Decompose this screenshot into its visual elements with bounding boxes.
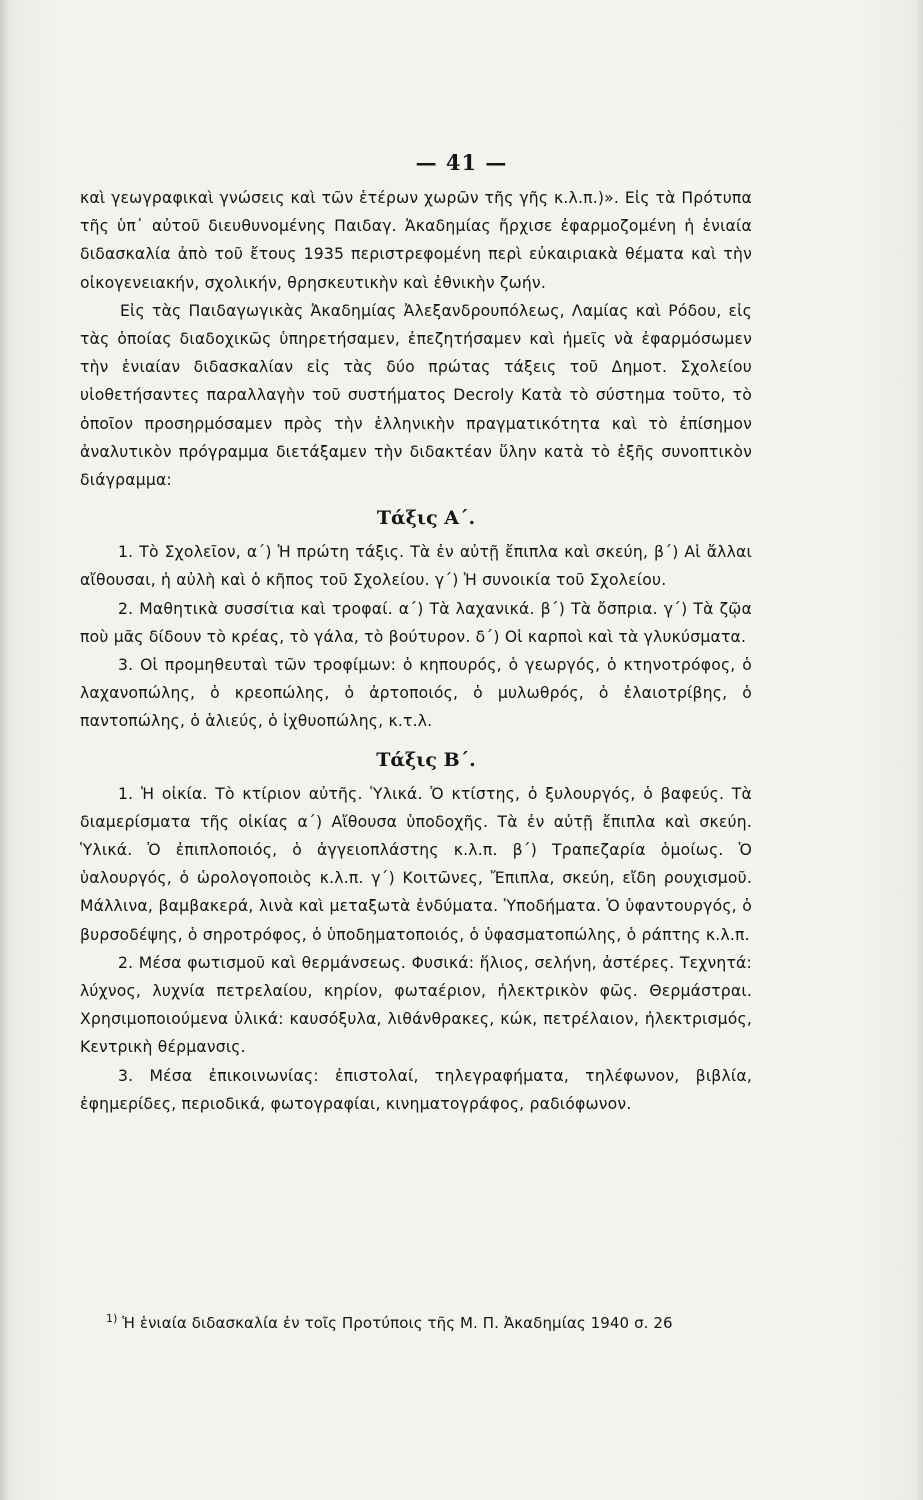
footnote-rule [80, 1301, 200, 1302]
footnote-text: Ἡ ἑνιαία διδασκαλία ἐν τοῖς Προτύποις τῆς Μ. Π. Ἀκαδημίας 1940 σ. 26 [122, 1314, 673, 1332]
second-paragraph: Εἰς τὰς Παιδαγωγικὰς Ἀκαδημίας Ἀλεξανδρουπόλεως, Λαμίας καὶ Ρόδου, εἰς τὰς ὁποίας διαδοχικῶς ὑπηρετήσαμεν, ἐπεζητήσαμεν καὶ ἡμεῖς νὰ ἐφαρμόσωμεν τὴν ἑνιαίαν διδασκαλίαν εἰς τὰς δύο πρώτας τάξεις τοῦ Δημοτ. Σχολείου υἱοθετήσαντες παραλλαγὴν τοῦ συστήματος Decroly Κατὰ τὸ σύστημα τοῦτο, τὸ ὁποῖον προσηρμόσαμεν πρὸς τὴν ἑλληνικὴν πραγματικότητα καὶ τὸ ἐπίσημον ἀναλυτικὸν πρόγραμμα διετάξαμεν τὴν διδακτέαν ὕλην κατὰ τὸ ἑξῆς συνοπτικὸν διάγραμμα: [80, 301, 752, 490]
page-body [80, 184, 752, 1118]
spine-shadow [0, 0, 10, 1500]
class-a-item-3: 3. Οἱ προμηθευταὶ τῶν τροφίμων: ὁ κηπουρός, ὁ γεωργός, ὁ κτηνοτρόφος, ὁ λαχανοπώλης, ὁ κρεοπώλης, ὁ ἀρτοποιός, ὁ μυλωθρός, ὁ ἐλαιοτρίβης, ὁ παντοπώλης, ὁ ἁλιεύς, ὁ ἰχθυοπώλης, κ.τ.λ. [80, 656, 752, 731]
section-heading-class-a: Τάξις Α΄. [376, 507, 476, 530]
class-b-item-2: 2. Μέσα φωτισμοῦ καὶ θερμάνσεως. Φυσικά: ἥλιος, σελήνη, ἀστέρες. Τεχνητά: λύχνος, λυχνία πετρελαίου, κηρίον, φωταέριον, ἠλεκτρικὸν φῶς. Θερμάστραι. Χρησιμοποιούμενα ὑλικά: καυσόξυλα, λιθάνθρακες, κώκ, πετρέλαιον, ἠλεκτρισμός, Κεντρικὴ θέρμανσις. [80, 953, 752, 1057]
class-b-item-3: 3. Μέσα ἐπικοινωνίας: ἐπιστολαί, τηλεγραφήματα, τηλέφωνον, βιβλία, ἐφημερίδες, περιοδικά, φωτογραφίαι, κινηματογράφος, ραδιόφωνον. [80, 1066, 752, 1113]
class-b-item-1: 1. Ἡ οἰκία. Τὸ κτίριον αὐτῆς. Ὑλικά. Ὁ κτίστης, ὁ ξυλουργός, ὁ βαφεύς. Τὰ διαμερίσματα τῆς οἰκίας α΄) Αἴθουσα ὑποδοχῆς. Τὰ ἐν αὐτῇ ἔπιπλα καὶ σκεύη. Ὑλικά. Ὁ ἐπιπλοποιός, ὁ ἀγγειοπλάστης κ.λ.π. β΄) Τραπεζαρία ὁμοίως. Ὁ ὑαλουργός, ὁ ὡρολογοποιὸς κ.λ.π. γ΄) Κοιτῶνες, Ἔπιπλα, σκεύη, εἴδη ρουχισμοῦ. Μάλλινα, βαμβακερά, λινὰ καὶ μεταξωτὰ ἐνδύματα. Ὑποδήματα. Ὁ ὑφαντουργός, ὁ βυρσοδέψης, ὁ σηροτρόφος, ὁ ὑποδηματοποιός, ὁ ὑφασματοπώλης, ὁ ράπτης κ.λ.π. [80, 784, 752, 944]
page-number: — 41 — [415, 150, 508, 175]
section-heading-class-b: Τάξις Β΄. [376, 748, 476, 771]
class-a-item-1: 1. Τὸ Σχολεῖον, α΄) Ἡ πρώτη τάξις. Τὰ ἐν αὐτῇ ἔπιπλα καὶ σκεύη, β΄) Αἱ ἄλλαι αἴθουσαι, ἡ αὐλὴ καὶ ὁ κῆπος τοῦ Σχολείου. γ΄) Ἡ συνοικία τοῦ Σχολείου. [80, 543, 752, 590]
page-edge [915, 0, 923, 1500]
intro-paragraph: καὶ γεωγραφικαὶ γνώσεις καὶ τῶν ἑτέρων χωρῶν τῆς γῆς κ.λ.π.)». Εἰς τὰ Πρότυπα τῆς ὑπ᾽ αὐτοῦ διευθυνομένης Παιδαγ. Ἀκαδημίας ἤρχισε ἐφαρμοζομένη ἡ ἑνιαία διδασκαλία ἀπὸ τοῦ ἔτους 1935 περιστρεφομένη περὶ εὐκαιριακὰ θέματα καὶ τὴν οἰκογενειακήν, σχολικήν, θρησκευτικὴν καὶ ἐθνικὴν ζωήν. [80, 189, 752, 292]
footnote-mark: 1) [106, 1312, 118, 1325]
footnote [106, 1310, 746, 1336]
class-a-item-2: 2. Μαθητικὰ συσσίτια καὶ τροφαί. α΄) Τὰ λαχανικά. β΄) Τὰ ὄσπρια. γ΄) Τὰ ζῷα ποὺ μᾶς δίδουν τὸ κρέας, τὸ γάλα, τὸ βούτυρον. δ΄) Οἱ καρποὶ καὶ τὰ γλυκύσματα. [80, 599, 752, 646]
